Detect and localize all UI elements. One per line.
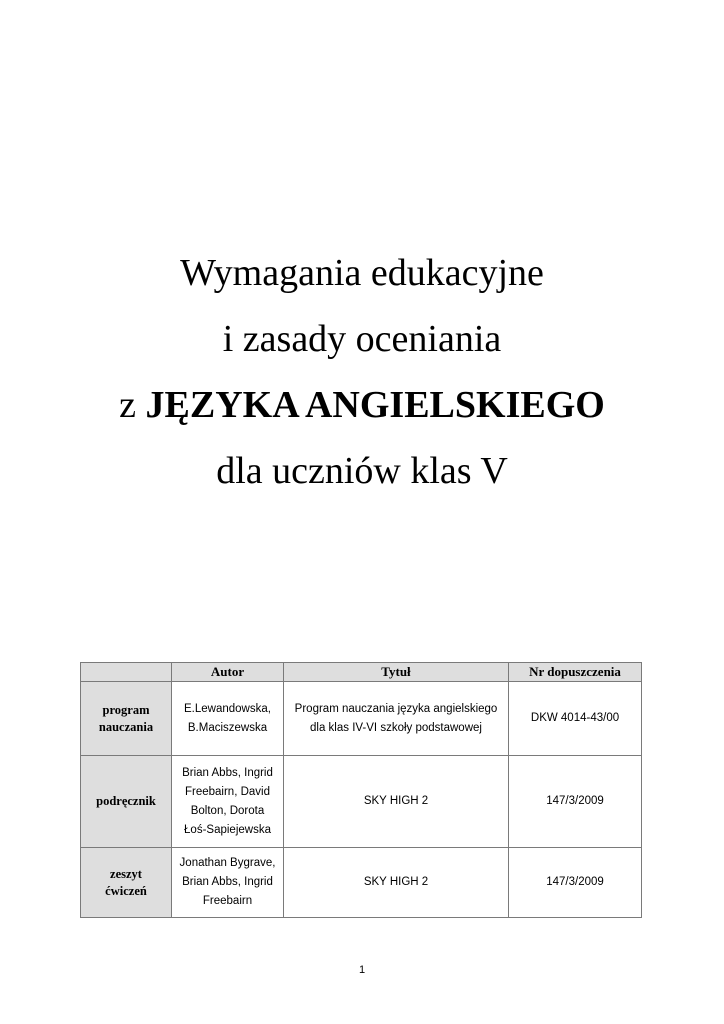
nr-cell: 147/3/2009 xyxy=(509,848,642,918)
title-subject: JĘZYKA ANGIELSKIEGO xyxy=(145,384,605,426)
title-line-3 xyxy=(0,372,724,438)
title-line-3-prefix: z xyxy=(119,384,146,426)
tytul-cell: SKY HIGH 2 xyxy=(284,756,509,848)
row-label: zeszyt ćwiczeń xyxy=(81,848,172,918)
title-line-1: Wymagania edukacyjne xyxy=(180,252,544,294)
autor-cell: Brian Abbs, Ingrid Freebairn, David Bolton, Dorota Łoś-Sapiejewska xyxy=(172,756,284,848)
nr-cell: DKW 4014-43/00 xyxy=(509,682,642,756)
title-line-4: dla uczniów klas V xyxy=(216,450,508,492)
table-header-row xyxy=(81,663,642,682)
textbook-info-table xyxy=(80,662,642,918)
header-empty xyxy=(81,663,172,682)
tytul-cell: Program nauczania języka angielskiego dla klas IV-VI szkoły podstawowej xyxy=(284,682,509,756)
row-label: podręcznik xyxy=(81,756,172,848)
autor-cell: E.Lewandowska, B.Maciszewska xyxy=(172,682,284,756)
title-line-2: i zasady oceniania xyxy=(222,318,502,360)
autor-cell: Jonathan Bygrave, Brian Abbs, Ingrid Freebairn xyxy=(172,848,284,918)
page-number: 1 xyxy=(358,964,366,976)
table-row xyxy=(81,682,642,756)
table-row xyxy=(81,848,642,918)
row-label: program nauczania xyxy=(81,682,172,756)
table-row xyxy=(81,756,642,848)
document-title xyxy=(0,240,724,504)
nr-cell: 147/3/2009 xyxy=(509,756,642,848)
header-nr-dopuszczenia: Nr dopuszczenia xyxy=(509,663,642,682)
header-autor: Autor xyxy=(172,663,284,682)
header-tytul: Tytuł xyxy=(284,663,509,682)
tytul-cell: SKY HIGH 2 xyxy=(284,848,509,918)
